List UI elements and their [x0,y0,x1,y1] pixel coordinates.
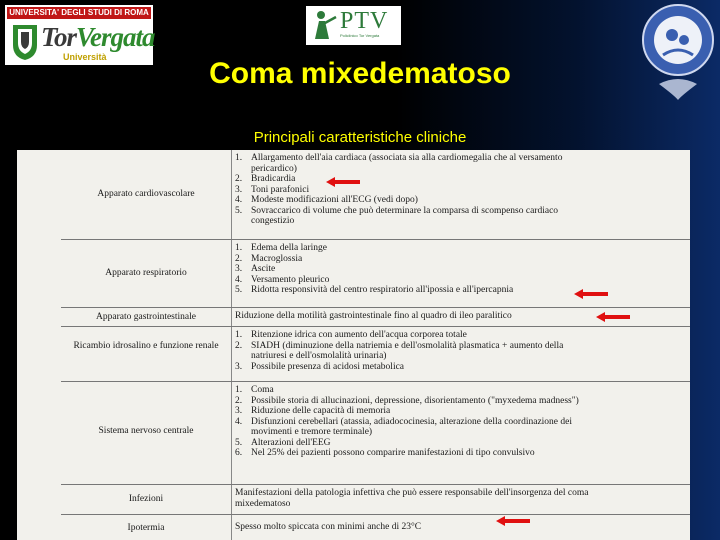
ptv-logo [306,6,401,45]
list-item: 4. Disfunzioni cerebellari (atassia, adiadococinesia, alterazione della coordinazione dei movimenti e tremore terminale) [235,416,573,437]
table-row [17,514,690,540]
list-item: 1. Coma [235,385,274,395]
row-items [235,488,595,509]
list-item: 5. Sovraccarico di volume che può determinare la comparsa di scompenso cardiaco congestizio [235,205,559,226]
table-row [17,150,690,238]
list-item: 2. SIADH (diminuzione della natriemia e dell'osmolalità plasmatica + aumento della natriuresi e dell'osmolalità urinaria) [235,340,564,361]
row-items [235,522,595,533]
tor-vergata-wordmark: TorVergata [41,22,155,52]
list-item: 3. Toni parafonici [235,184,310,195]
ptv-subtitle: Policlinico Tor Vergata [340,33,380,38]
slide-title: Coma mixedematoso [209,57,511,90]
row-label: Ipotermia [127,523,165,533]
row-label: Sistema nervoso centrale [98,426,194,436]
table-row [17,326,690,380]
list-item: Riduzione della motilità gastrointestinale fino al quadro di ileo paralitico [235,311,512,321]
red-arrow-icon [496,516,530,526]
list-item: 2. Macroglossia [235,253,303,264]
red-arrow-icon [596,312,630,322]
row-label: Infezioni [128,494,164,504]
universita-label: Università [63,52,107,62]
list-item: 3. Ascite [235,264,276,274]
row-items [235,243,595,296]
table-row [17,307,690,325]
list-item: Spesso molto spiccata con minimi anche di 23°C [235,522,422,532]
table-row [17,381,690,483]
row-label: Apparato cardiovascolare [97,189,195,199]
table-row [17,484,690,514]
list-item: 2. Possibile storia di allucinazioni, depressione, disorientamento ("myxedema madness") [235,395,579,406]
list-item: 1. Allargamento dell'aia cardiaca (associata sia alla cardiomegalia che al versamento pericardico) [235,153,563,174]
list-item: 3. Riduzione delle capacità di memoria [235,406,391,416]
row-label: Apparato respiratorio [105,268,187,278]
list-item: 1. Ritenzione idrica con aumento dell'acqua corporea totale [235,330,467,340]
list-item: 4. Versamento pleurico [235,274,330,285]
list-item: 5. Ridotta responsività del centro respiratorio all'ipossia e all'ipercapnia [235,285,514,295]
list-item: 2. Bradicardia [235,174,296,184]
red-arrow-icon [574,289,608,299]
list-item: 6. Nel 25% dei pazienti possono comparire manifestazioni di tipo convulsivo [235,448,535,458]
row-label: Ricambio idrosalino e funzione renale [73,341,219,351]
red-arrow-icon [326,177,360,187]
row-items [235,311,605,322]
list-item: 1. Edema della laringe [235,243,327,253]
list-item: Manifestazioni della patologia infettiva che può essere responsabile dell'insorgenza del coma mixedematoso [235,488,589,509]
list-item: 5. Alterazioni dell'EEG [235,437,331,448]
clinical-features-table [17,150,690,540]
list-item: 3. Possibile presenza di acidosi metabolica [235,361,405,372]
row-items [235,330,595,372]
slide-subtitle: Principali caratteristiche cliniche [253,129,467,146]
university-name: UNIVERSITA' DEGLI STUDI DI ROMA [7,7,151,19]
row-label: Apparato gastrointestinale [96,312,196,322]
row-items [235,153,595,227]
list-item: 4. Modeste modificazioni all'ECG (vedi dopo) [235,195,418,205]
ptv-wordmark: PTV [340,8,389,34]
row-items [235,385,595,459]
ptv-figure-icon [309,9,339,42]
